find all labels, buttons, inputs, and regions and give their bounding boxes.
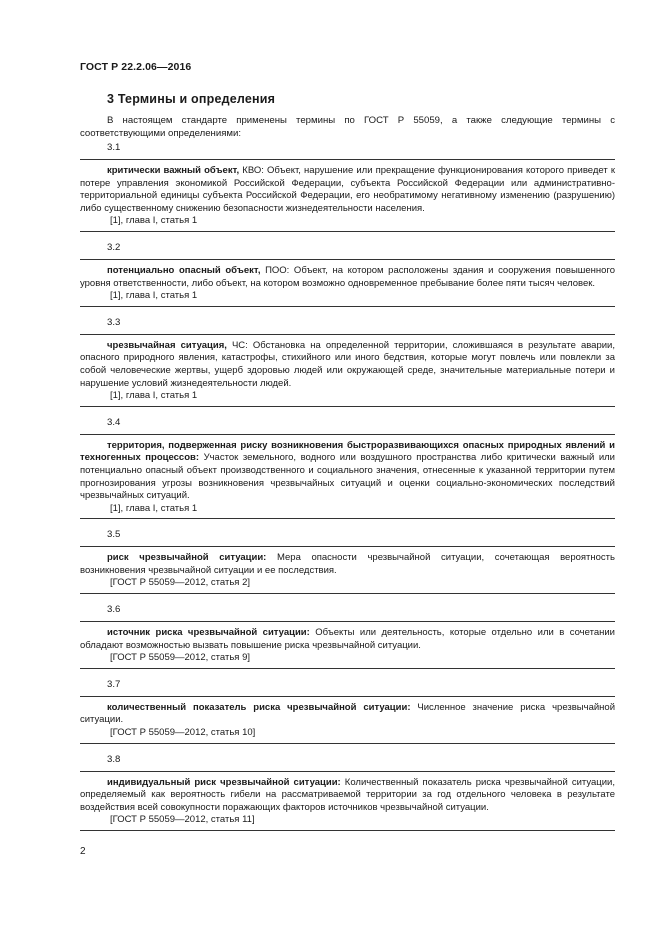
- term-entry: [80, 413, 615, 520]
- term-source: [ГОСТ Р 55059—2012, статья 11]: [110, 814, 255, 826]
- term-name: индивидуальный риск чрезвычайной ситуации:: [107, 776, 341, 788]
- term-name: чрезвычайная ситуация,: [107, 339, 227, 351]
- term-name: количественный показатель риска чрезвычайной ситуации:: [107, 701, 411, 713]
- term-name: территория, подверженная риску возникновения быстроразвивающихся опасных природных явлений и техногенных процессов:: [80, 439, 615, 464]
- term-number: 3.3: [107, 316, 121, 328]
- term-source: [ГОСТ Р 55059—2012, статья 9]: [110, 652, 251, 664]
- term-entry: [80, 138, 615, 232]
- term-source: [1], глава I, статья 1: [110, 390, 198, 402]
- term-box: [80, 259, 615, 307]
- term-name: риск чрезвычайной ситуации:: [107, 552, 267, 564]
- document-code: ГОСТ Р 22.2.06—2016: [80, 61, 192, 73]
- term-box: [80, 621, 615, 669]
- section-title: 3 Термины и определения: [107, 92, 276, 106]
- term-source: [1], глава I, статья 1: [110, 502, 198, 514]
- term-name: источник риска чрезвычайной ситуации:: [107, 627, 310, 639]
- term-box: [80, 434, 615, 520]
- section-intro: В настоящем стандарте применены термины по ГОСТ Р 55059, а также следующие термины с соответствующими определениями:: [80, 115, 615, 139]
- term-number: 3.1: [107, 142, 121, 153]
- term-definition: [80, 702, 615, 727]
- term-definition: [80, 340, 615, 390]
- term-entry: [80, 600, 615, 669]
- term-definition-text: Объекты или деятельность, которые отдельно или в сочетании обладают возможностью вызвать повышение риска чрезвычайной ситуации.: [80, 627, 615, 651]
- term-entry: [80, 675, 615, 744]
- term-definition-text: ПОО: Объект, на котором расположены здания и сооружения повышенного уровня ответственности, либо объект, на котором возможно одновременное пребывание более пяти тысяч человек.: [80, 264, 615, 289]
- term-entry: [80, 750, 615, 831]
- term-definition: [80, 552, 615, 577]
- term-number: 3.4: [107, 416, 121, 428]
- term-number: 3.5: [107, 529, 121, 541]
- term-box: [80, 546, 615, 594]
- term-definition-text: ЧС: Обстановка на определенной территории, сложившаяся в результате аварии, опасного природного явления, катастрофы, стихийного или иного бедствия, которые могут повлечь или повлекли за собой человеческие жертвы, ущерб здоровью людей или окружающей среде, значительные материальные потери и нарушение условий жизнедеятельности людей.: [80, 339, 615, 389]
- term-box: [80, 159, 615, 232]
- term-definition: [80, 777, 615, 815]
- term-number: 3.6: [107, 604, 121, 616]
- term-entry: [80, 313, 615, 407]
- term-box: [80, 696, 615, 744]
- term-entry: [80, 238, 615, 307]
- term-entry: [80, 525, 615, 594]
- term-definition: [80, 627, 615, 652]
- term-definition: [80, 165, 615, 215]
- term-box: [80, 334, 615, 407]
- terms-list: [80, 138, 615, 837]
- term-definition-text: Количественный показатель риска чрезвычайной ситуации, определяемый как вероятность гибели на рассматриваемой территории за год отдельного человека в результате воздействия всей совокупности поражающих факторов источников чрезвычайной ситуации.: [80, 776, 615, 813]
- term-number: 3.2: [107, 241, 121, 253]
- page-number: 2: [80, 846, 86, 857]
- term-box: [80, 771, 615, 831]
- term-source: [1], глава I, статья 1: [110, 215, 198, 227]
- term-name: потенциально опасный объект,: [107, 264, 261, 276]
- term-definition-text: Численное значение риска чрезвычайной ситуации.: [80, 701, 615, 726]
- term-source: [ГОСТ Р 55059—2012, статья 2]: [110, 577, 251, 589]
- term-number: 3.7: [107, 678, 121, 690]
- term-definition: [80, 440, 615, 503]
- term-source: [ГОСТ Р 55059—2012, статья 10]: [110, 727, 256, 739]
- term-definition-text: Участок земельного, водного или воздушного пространства либо критически важный или потенциально опасный объект производственного и социального значения, отнесенные к указанной территории путем прогнозирования угрозы возникновения чрезвычайных ситуаций и оценки социально-экономических последствий чрезвычайных ситуаций.: [80, 452, 615, 502]
- term-definition-text: Мера опасности чрезвычайной ситуации, сочетающая вероятность возникновения чрезвычайной ситуации и ее последствия.: [80, 552, 615, 576]
- term-source: [1], глава I, статья 1: [110, 290, 198, 302]
- term-definition-text: КВО: Объект, нарушение или прекращение функционирования которого приведет к потере управления экономикой Российской Федерации, субъекта Российской Федерации или административно-территориальной единицы субъекта Российской Федерации, его необратимому негативному изменению (разрушению) либо существенному снижению безопасности жизнедеятельности населения.: [80, 165, 615, 214]
- term-name: критически важный объект,: [107, 165, 240, 176]
- term-number: 3.8: [107, 753, 121, 765]
- term-definition: [80, 265, 615, 290]
